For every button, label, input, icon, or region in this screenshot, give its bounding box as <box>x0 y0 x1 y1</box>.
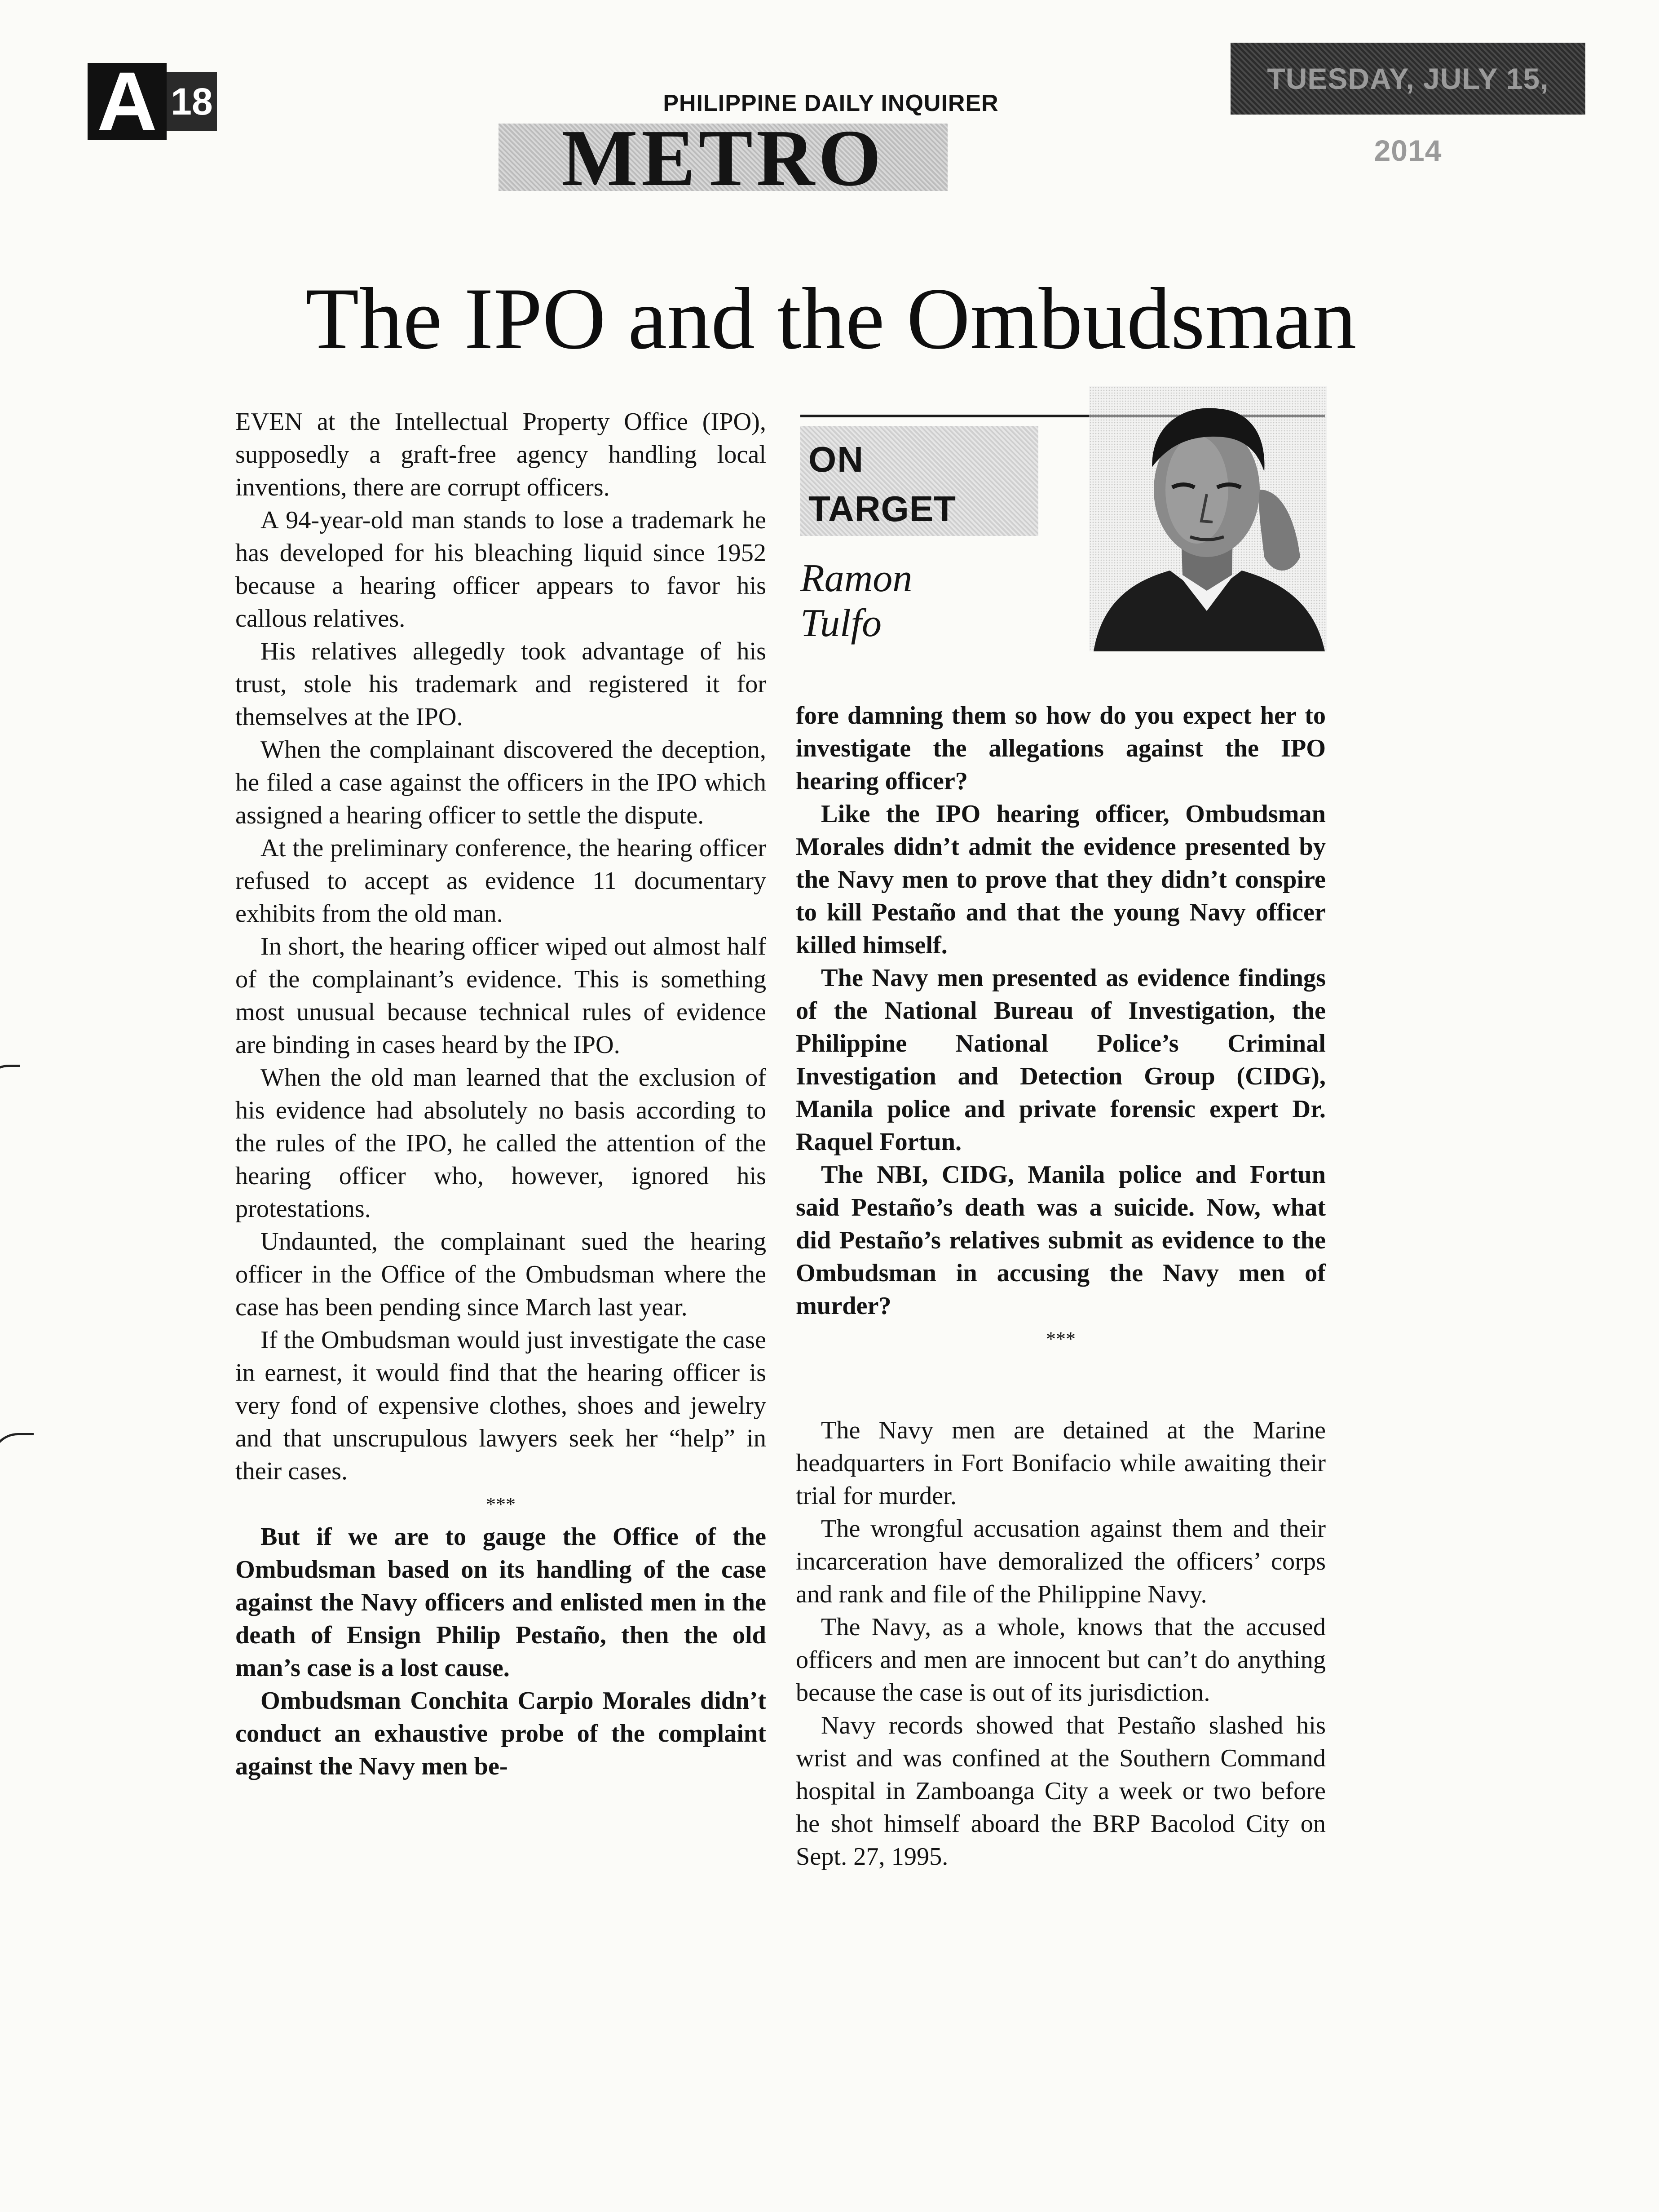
paragraph: The Navy men are detained at the Marine headquarters in Fort Bonifacio while awaiting their trial for murder. <box>796 1416 1326 1510</box>
paragraph: The wrongful accusation against them and their incarceration have demoralized the officers’ corps and rank and file of the Philippine Navy. <box>796 1515 1326 1608</box>
paragraph: When the complainant discovered the deception, he filed a case against the officers in the IPO which assigned a hearing officer to settle the dispute. <box>235 736 766 829</box>
paragraph: A 94-year-old man stands to lose a trademark he has developed for his bleaching liquid since 1952 because a hearing officer appears to favor his callous relatives. <box>235 506 766 633</box>
article-column-right-bold <box>796 699 1326 1355</box>
section-separator: *** <box>486 1493 516 1515</box>
paragraph: fore damning them so how do you expect her to investigate the allegations against the IPO hearing officer? <box>796 702 1326 795</box>
page-number-block <box>88 55 217 148</box>
date-stamp: TUESDAY, JULY 15, 2014 <box>1231 43 1585 115</box>
article-column-left <box>235 406 766 1783</box>
scan-mark <box>0 1433 34 1494</box>
scan-mark <box>0 1065 20 1121</box>
paragraph: The Navy, as a whole, knows that the accused officers and men are innocent but can’t do anything because the case is out of its jurisdiction. <box>796 1613 1326 1707</box>
paragraph: In short, the hearing officer wiped out almost half of the complainant’s evidence. This is something most unusual because technical rules of evidence are binding in cases heard by the IPO. <box>235 933 766 1059</box>
paragraph: EVEN at the Intellectual Property Office (IPO), supposedly a graft-free agency handling local inventions, there are corrupt officers. <box>235 408 766 501</box>
article-column-right <box>796 1414 1326 1873</box>
paragraph: If the Ombudsman would just investigate the case in earnest, it would find that the hearing officer is very fond of expensive clothes, shoes and jewelry and that unscrupulous lawyers seek her “help” in their cases. <box>235 1326 766 1485</box>
paragraph: At the preliminary conference, the hearing officer refused to accept as evidence 11 documentary exhibits from the old man. <box>235 834 766 928</box>
paragraph: But if we are to gauge the Office of the Ombudsman based on its handling of the case against the Navy officers and enlisted men in the death of Ensign Philip Pestaño, then the old man’s case is a lost cause. <box>235 1523 766 1682</box>
author-portrait <box>1089 386 1327 651</box>
column-label-target: TARGET <box>808 489 956 529</box>
paragraph: Ombudsman Conchita Carpio Morales didn’t conduct an exhaustive probe of the complaint against the Navy men be- <box>235 1687 766 1780</box>
paragraph: His relatives allegedly took advantage of his trust, stole his trademark and registered it for themselves at the IPO. <box>235 637 766 731</box>
paragraph: Like the IPO hearing officer, Ombudsman Morales didn’t admit the evidence presented by the Navy men to prove that they didn’t conspire to kill Pestaño and that the young Navy officer killed himself. <box>796 800 1326 959</box>
section-separator: *** <box>1046 1328 1076 1350</box>
headline: The IPO and the Ombudsman <box>305 270 1357 367</box>
author-last-name: Tulfo <box>800 602 882 645</box>
author-first-name: Ramon <box>800 557 913 600</box>
column-label-on: ON <box>808 439 864 479</box>
paragraph: Undaunted, the complainant sued the hearing officer in the Office of the Ombudsman where the case has been pending since March last year. <box>235 1228 766 1321</box>
paragraph: The NBI, CIDG, Manila police and Fortun said Pestaño’s death was a suicide. Now, what did Pestaño’s relatives submit as evidence to the Ombudsman in accusing the Navy men of murder? <box>796 1161 1326 1320</box>
paragraph: Navy records showed that Pestaño slashed his wrist and was confined at the Southern Command hospital in Zamboanga City a week or two before he shot himself aboard the BRP Bacolod City on Sept. 27, 1995. <box>796 1712 1326 1871</box>
section-title: METRO <box>561 113 885 203</box>
page-number: 18 <box>167 72 217 131</box>
paragraph: When the old man learned that the exclusion of his evidence had absolutely no basis according to the rules of the IPO, he called the attention of the hearing officer who, however, ignored his protestations. <box>235 1064 766 1223</box>
paragraph: The Navy men presented as evidence findings of the National Bureau of Investigation, the Philippine National Police’s Criminal Investigation and Detection Group (CIDG), Manila police and private forensic expert Dr. Raquel Fortun. <box>796 964 1326 1156</box>
publication-name: PHILIPPINE DAILY INQUIRER <box>663 90 999 116</box>
section-letter: A <box>88 63 167 140</box>
